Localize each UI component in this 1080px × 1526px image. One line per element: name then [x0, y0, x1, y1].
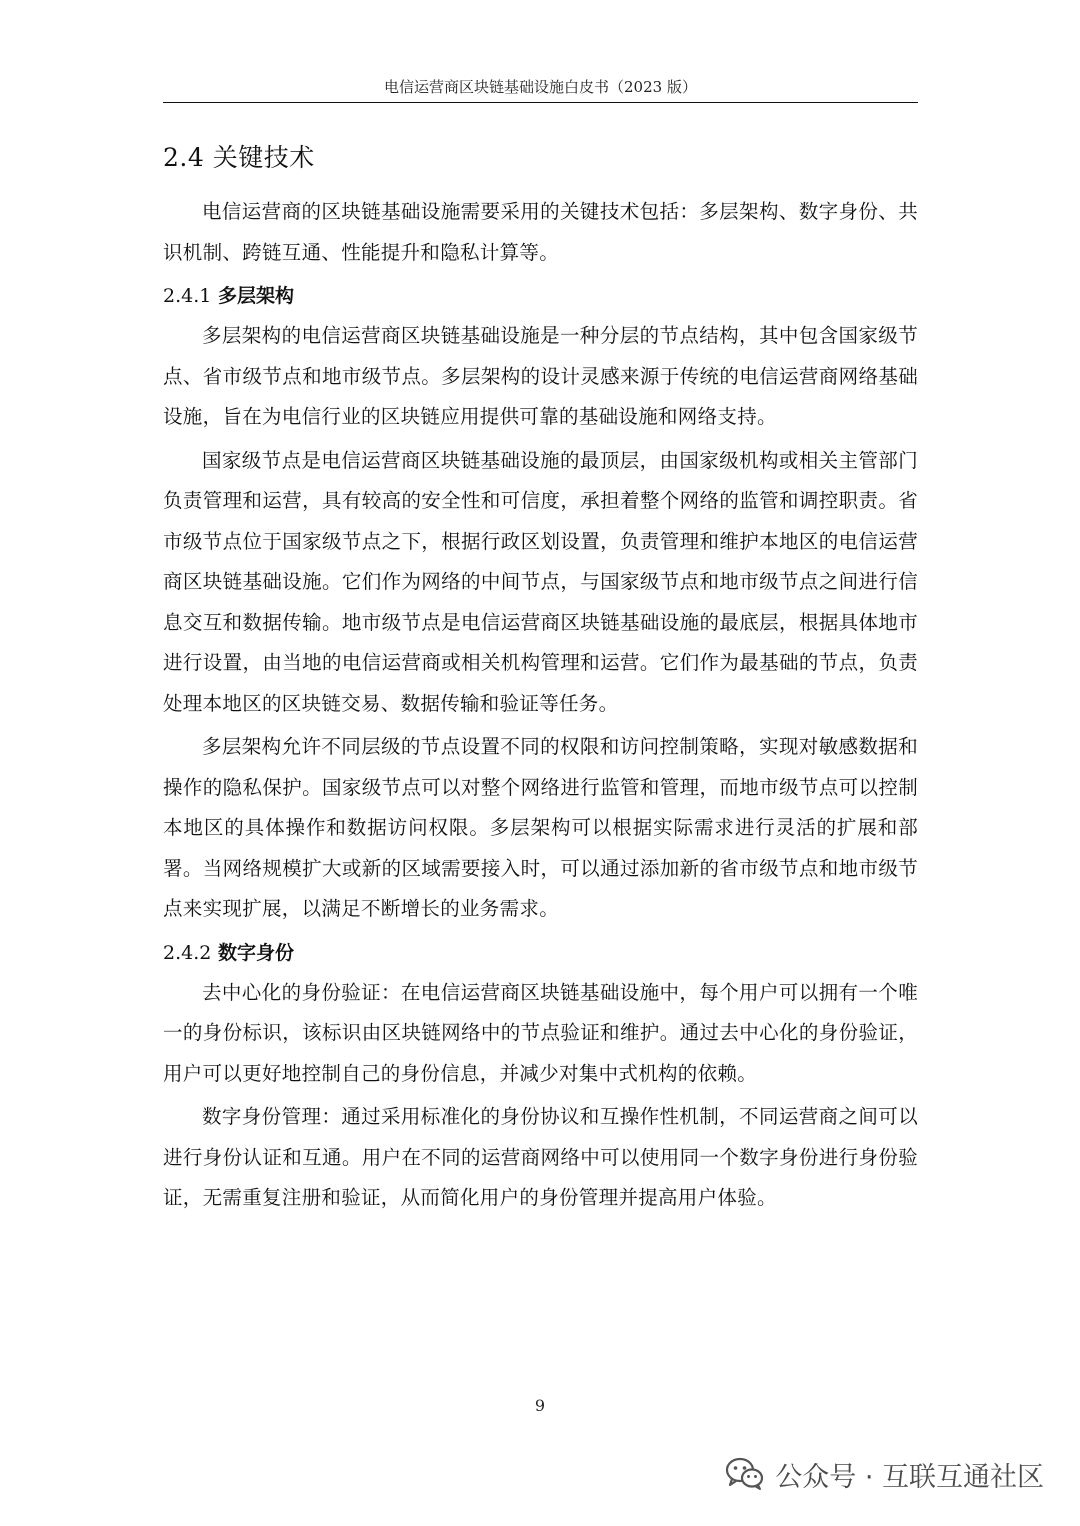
- page-header: [163, 76, 918, 103]
- page-number: 9: [534, 1396, 546, 1415]
- paragraph: 国家级节点是电信运营商区块链基础设施的最顶层，由国家级机构或相关主管部门负责管理和运营，具有较高的安全性和可信度，承担着整个网络的监管和调控职责。省市级节点位于国家级节点之下，根据行政区划设置，负责管理和维护本地区的电信运营商区块链基础设施。它们作为网络的中间节点，与国家级节点和地市级节点之间进行信息交互和数据传输。地市级节点是电信运营商区块链基础设施的最底层，根据具体地市进行设置，由当地的电信运营商或相关机构管理和运营。它们作为最基础的节点，负责处理本地区的区块链交易、数据传输和验证等任务。: [163, 448, 918, 715]
- subsection-label: 数字身份: [217, 941, 294, 964]
- paragraph: 多层架构的电信运营商区块链基础设施是一种分层的节点结构，其中包含国家级节点、省市级节点和地市级节点。多层架构的设计灵感来源于传统的电信运营商网络基础设施，旨在为电信行业的区块链应用提供可靠的基础设施和网络支持。: [163, 324, 918, 428]
- paragraph: 多层架构允许不同层级的节点设置不同的权限和访问控制策略，实现对敏感数据和操作的隐私保护。国家级节点可以对整个网络进行监管和管理，而地市级节点可以控制本地区的具体操作和数据访问权限。多层架构可以根据实际需求进行灵活的扩展和部署。当网络规模扩大或新的区域需要接入时，可以通过添加新的省市级节点和地市级节点来实现扩展，以满足不断增长的业务需求。: [163, 735, 918, 920]
- paragraph: 数字身份管理：通过采用标准化的身份协议和互操作性机制，不同运营商之间可以进行身份认证和互通。用户在不同的运营商网络中可以使用同一个数字身份进行身份验证，无需重复注册和验证，从而简化用户的身份管理并提高用户体验。: [163, 1105, 918, 1209]
- subsection-number: 2.4.1: [163, 285, 212, 307]
- document-body: [163, 138, 918, 1222]
- subsection-title-multilayer: [163, 276, 918, 316]
- watermark-text: 公众号 · 互联互通社区: [775, 1461, 1044, 1493]
- header-title: 电信运营商区块链基础设施白皮书（2023 版）: [384, 78, 697, 96]
- subsection-number: 2.4.2: [163, 941, 212, 964]
- wechat-icon: [725, 1457, 765, 1491]
- watermark: [725, 1454, 1044, 1494]
- section-intro: 电信运营商的区块链基础设施需要采用的关键技术包括：多层架构、数字身份、共识机制、跨链互通、性能提升和隐私计算等。: [163, 200, 918, 264]
- subsection-label: 多层架构: [217, 285, 294, 307]
- section-title: 2.4 关键技术: [163, 143, 315, 172]
- paragraph: 去中心化的身份验证：在电信运营商区块链基础设施中，每个用户可以拥有一个唯一的身份标识，该标识由区块链网络中的节点验证和维护。通过去中心化的身份验证，用户可以更好地控制自己的身份信息，并减少对集中式机构的依赖。: [163, 980, 918, 1085]
- subsection-title-digital-identity: [163, 933, 918, 973]
